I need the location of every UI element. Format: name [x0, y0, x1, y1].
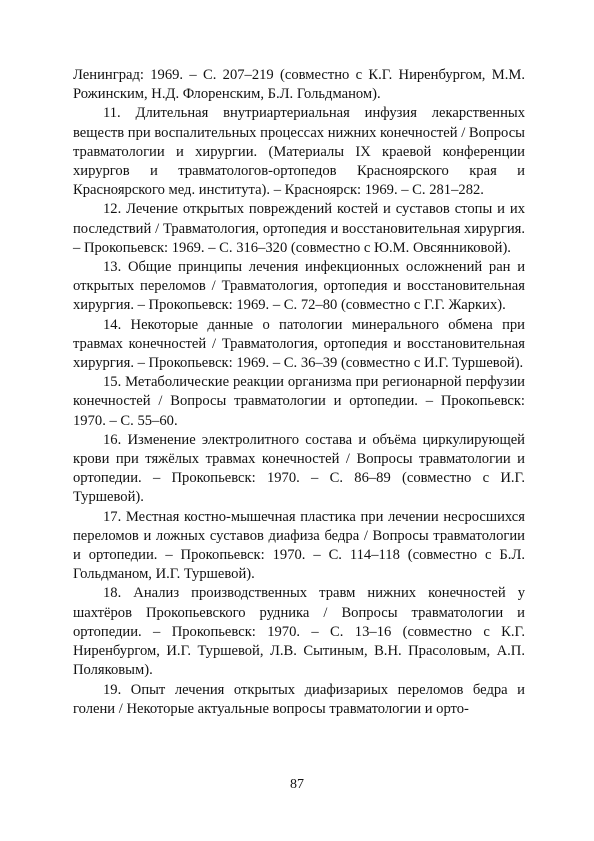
page-number: 87 [290, 777, 304, 792]
page-body [73, 66, 525, 719]
bibliography-entry-18: 18. Анализ производственных травм нижних конечностей у шахтёров Прокопьевского рудника / Вопросы травматологии и ортопедии. – Прокопьевск: 1970. – С. 13–16 (совместно с К.Г. Ниренбургом, И.Г. Туршевой, Л.В. Сытиным, В.Н. Прасоловым, А.П. Поляковым). [73, 585, 525, 679]
bibliography-entry-15: 15. Метаболические реакции организма при регионарной перфузии конечностей / Вопросы травматологии и ортопедии. – Прокопьевск: 1970. – С. 55–60. [73, 374, 525, 429]
bibliography-entry-17: 17. Местная костно-мышечная пластика при лечении несросшихся переломов и ложных суставов диафиза бедра / Вопросы травматологии и ортопедии. – Прокопьевск: 1970. – С. 114–118 (совместно с Б.Л. Гольдманом, И.Г. Туршевой). [73, 508, 525, 583]
bibliography-entry-12: 12. Лечение открытых повреждений костей и суставов стопы и их последствий / Травматология, ортопедия и восстановительная хирургия. – Прокопьевск: 1969. – С. 316–320 (совместно с Ю.М. Овсянниковой). [73, 201, 525, 256]
bibliography-entry-19: 19. Опыт лечения открытых диафизариых переломов бедра и голени / Некоторые актуальные вопросы травматологии и орто- [73, 681, 525, 717]
continuation-paragraph: Ленинград: 1969. – С. 207–219 (совместно с К.Г. Ниренбургом, М.М. Рожинским, Н.Д. Флоренским, Б.Л. Гольдманом). [73, 67, 525, 103]
bibliography-entry-16: 16. Изменение электролитного состава и объёма циркулирующей крови при тяжёлых травмах конечностей / Вопросы травматологии и ортопедии. – Прокопьевск: 1970. – С. 86–89 (совместно с И.Г. Туршевой). [73, 431, 525, 506]
bibliography-entry-11: 11. Длительная внутриартериальная инфузия лекарственных веществ при воспалительных процессах нижних конечностей / Вопросы травматологии и хирургии. (Материалы IX краевой конференции хирургов и травматологов-ортопедов Красноярского края и Красноярского мед. института). – Красноярск: 1969. – С. 281–282. [73, 105, 525, 199]
bibliography-entry-13: 13. Общие принципы лечения инфекционных осложнений ран и открытых переломов / Травматология, ортопедия и восстановительная хирургия. – Прокопьевск: 1969. – С. 72–80 (совместно с Г.Г. Жарких). [73, 259, 525, 314]
bibliography-entry-14: 14. Некоторые данные о патологии минерального обмена при травмах конечностей / Травматология, ортопедия и восстановительная хирургия. – Прокопьевск: 1969. – С. 36–39 (совместно с И.Г. Туршевой). [73, 316, 525, 372]
